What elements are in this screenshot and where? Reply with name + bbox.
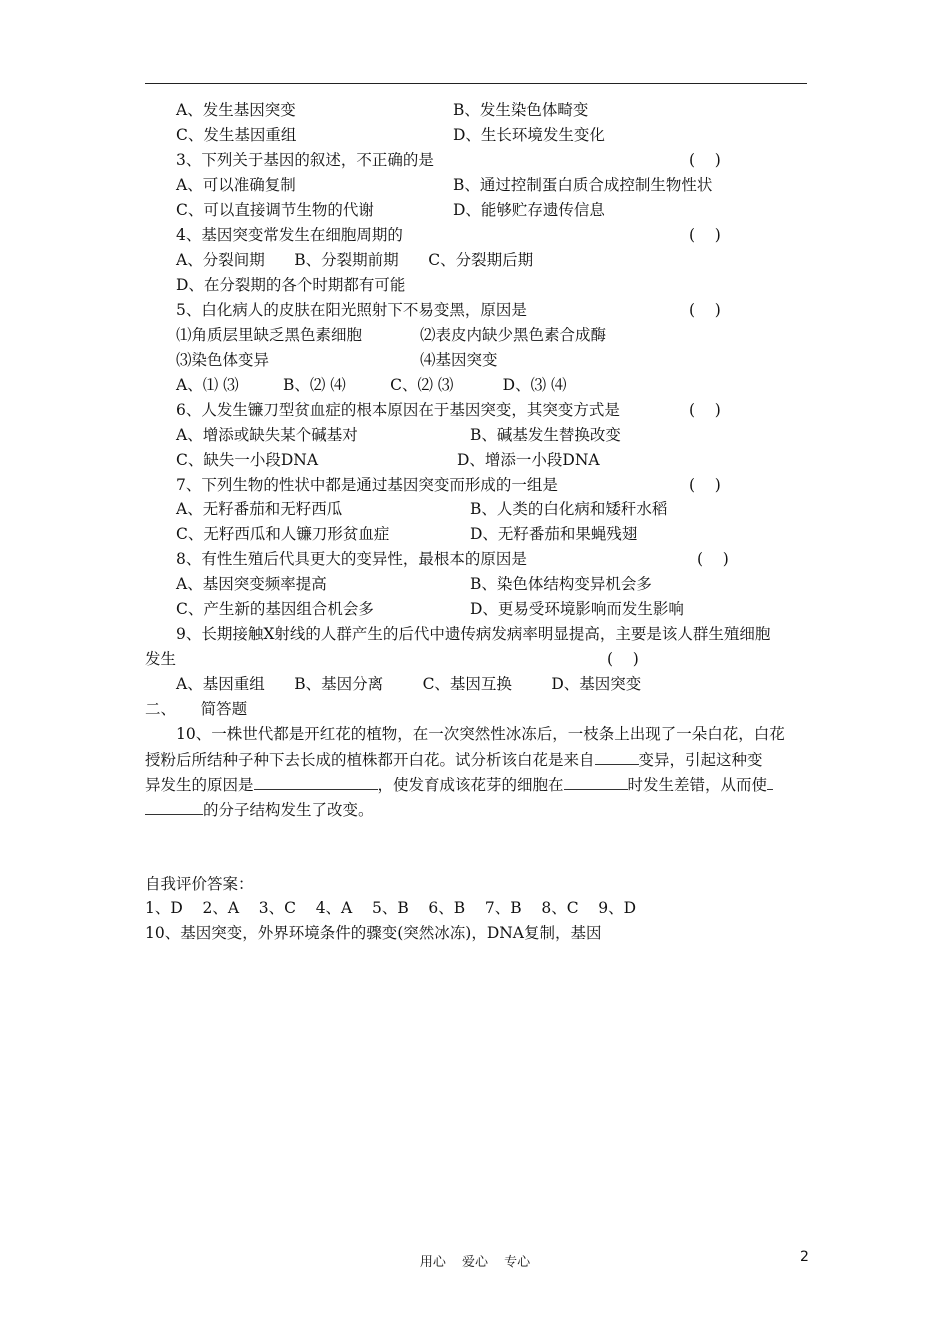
q9-stem-line2: 发生 [145, 650, 177, 668]
q10-line3 [145, 775, 773, 794]
q7-answer-paren: ( ) [689, 476, 721, 494]
q3-option-d: D、能够贮存遗传信息 [453, 201, 605, 219]
page-number: 2 [800, 1249, 809, 1265]
q7-option-a: A、无籽番茄和无籽西瓜 [176, 500, 343, 518]
q10-blank-4a[interactable] [767, 775, 773, 790]
q5-options: A、⑴ ⑶ B、⑵ ⑷ C、⑵ ⑶ D、⑶ ⑷ [176, 376, 567, 394]
q6-option-a: A、增添或缺失某个碱基对 [176, 426, 358, 444]
q8-option-a: A、基因突变频率提高 [176, 575, 327, 593]
q8-answer-paren: ( ) [697, 550, 729, 568]
q10-blank-2[interactable] [254, 775, 378, 790]
answers-line1: 1、D 2、A 3、C 4、A 5、B 6、B 7、B 8、C 9、D [145, 899, 637, 917]
q10-line3-a: 异发生的原因是 [145, 776, 254, 794]
q9-options: A、基因重组 B、基因分离 C、基因互换 D、基因突变 [176, 675, 642, 693]
q8-option-b: B、染色体结构变异机会多 [470, 575, 652, 593]
q9-stem-line1: 9、长期接触X射线的人群产生的后代中遗传病发病率明显提高，主要是该人群生殖细胞 [176, 625, 771, 643]
q5-statement-3: ⑶染色体变异 [176, 351, 270, 369]
q5-stem: 5、白化病人的皮肤在阳光照射下不易变黑，原因是 [176, 301, 527, 319]
q3-option-a: A、可以准确复制 [176, 176, 296, 194]
q3-answer-paren: ( ) [689, 151, 721, 169]
footer-text: 用心 爱心 专心 [419, 1255, 531, 1270]
q8-option-c: C、产生新的基因组合机会多 [176, 600, 374, 618]
q4-stem: 4、基因突变常发生在细胞周期的 [176, 226, 403, 244]
q10-line3-b: ，使发育成该花芽的细胞在 [377, 776, 564, 794]
q6-option-d: D、增添一小段DNA [457, 451, 600, 469]
q5-statement-1: ⑴角质层里缺乏黑色素细胞 [176, 326, 363, 344]
q5-statement-2: ⑵表皮内缺少黑色素合成酶 [420, 326, 607, 344]
q10-line2-text: 授粉后所结种子种下去长成的植株都开白花。试分析该白花是来自 [145, 751, 595, 769]
q10-blank-1[interactable] [595, 750, 639, 765]
q8-option-d: D、更易受环境影响而发生影响 [470, 600, 684, 618]
q2-option-b: B、发生染色体畸变 [453, 101, 589, 119]
answers-line2: 10、基因突变，外界环境条件的骤变(突然冰冻)，DNA复制，基因 [145, 924, 602, 942]
q7-option-b: B、人类的白化病和矮秆水稻 [470, 500, 668, 518]
q4-option-d: D、在分裂期的各个时期都有可能 [176, 276, 406, 294]
q3-option-b: B、通过控制蛋白质合成控制生物性状 [453, 176, 713, 194]
q2-option-d: D、生长环境发生变化 [453, 126, 605, 144]
q5-statement-4: ⑷基因突变 [420, 351, 498, 369]
q2-option-a: A、发生基因突变 [176, 101, 296, 119]
q6-option-b: B、碱基发生替换改变 [470, 426, 621, 444]
q7-option-c: C、无籽西瓜和人镰刀形贫血症 [176, 525, 390, 543]
q10-line2-end: 变异，引起这种变 [638, 751, 763, 769]
section-heading: 二、 简答题 [145, 700, 248, 718]
q3-option-c: C、可以直接调节生物的代谢 [176, 201, 374, 219]
q7-option-d: D、无籽番茄和果蝇残翅 [470, 525, 638, 543]
q10-line2 [145, 750, 763, 769]
q10-line4 [145, 800, 374, 819]
q7-stem: 7、下列生物的性状中都是通过基因突变而形成的一组是 [176, 476, 558, 494]
answers-title: 自我评价答案： [145, 875, 254, 893]
q9-answer-paren: ( ) [607, 650, 639, 668]
q10-line3-c: 时发生差错，从而使 [627, 776, 768, 794]
q6-answer-paren: ( ) [689, 401, 721, 419]
q5-answer-paren: ( ) [689, 301, 721, 319]
q10-line4-end: 的分子结构发生了改变。 [203, 801, 374, 819]
q6-stem: 6、人发生镰刀型贫血症的根本原因在于基因突变，其突变方式是 [176, 401, 620, 419]
q4-options-abc: A、分裂间期 B、分裂期前期 C、分裂期后期 [176, 251, 534, 269]
q2-option-c: C、发生基因重组 [176, 126, 297, 144]
q6-option-c: C、缺失一小段DNA [176, 451, 319, 469]
q8-stem: 8、有性生殖后代具更大的变异性，最根本的原因是 [176, 550, 527, 568]
q10-blank-3[interactable] [564, 775, 628, 790]
q3-stem: 3、下列关于基因的叙述，不正确的是 [176, 151, 434, 169]
header-rule [145, 83, 807, 84]
q4-answer-paren: ( ) [689, 226, 721, 244]
q10-line1: 10、一株世代都是开红花的植物，在一次突然性冰冻后，一枝条上出现了一朵白花，白花 [176, 725, 785, 743]
q10-blank-4b[interactable] [145, 800, 203, 815]
